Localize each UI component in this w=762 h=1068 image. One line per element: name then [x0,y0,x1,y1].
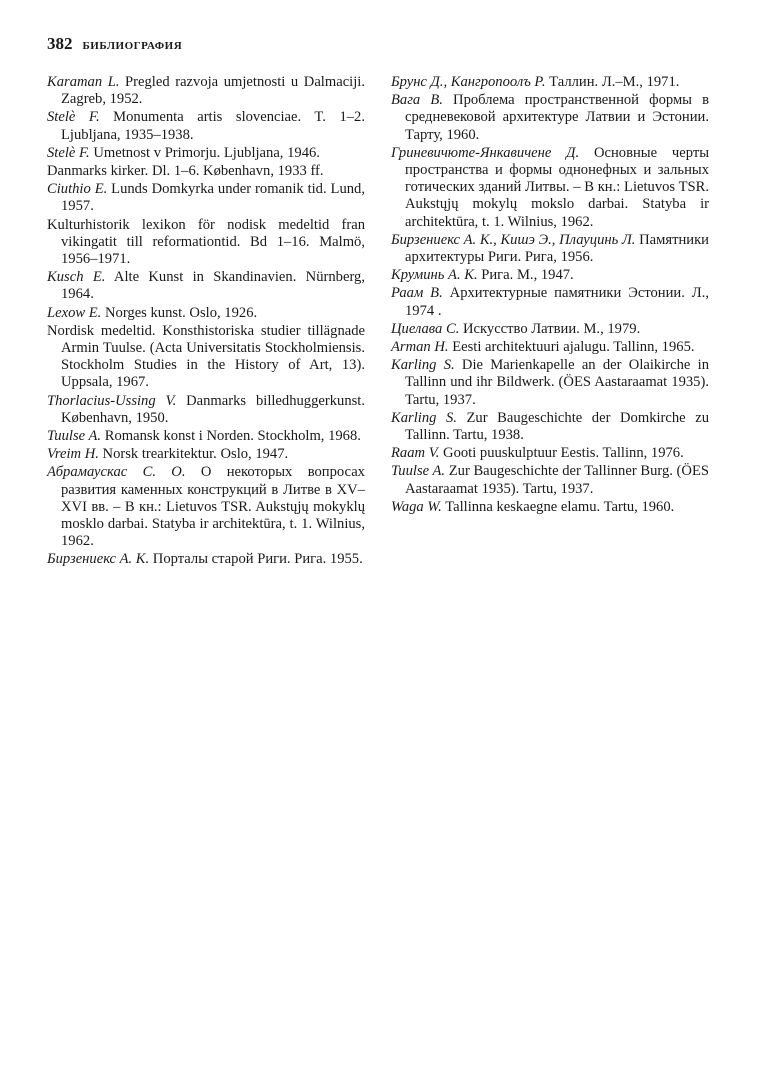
bibliography-entry [47,163,365,180]
entry-author: Waga W. [391,498,442,515]
entry-author: Lexow E. [47,304,102,321]
entry-author: Абрамаускас С. О. [47,464,186,481]
entry-text: Danmarks kirker. Dl. 1–6. København, 1933 ff. [47,163,324,180]
entry-text: Danmarks billedhuggerkunst. København, 1950. [61,392,365,426]
entry-author: Kusch E. [47,269,106,286]
bibliography-entry [391,339,709,356]
entry-author: Раам В. [391,285,443,302]
bibliography-entry [47,551,365,568]
bibliography-entry [391,74,709,91]
entry-text: Таллин. Л.–М., 1971. [545,74,680,90]
bibliography-entry [47,446,365,463]
bibliography-entry [391,285,709,319]
entry-author: Бирзениекс А. К., Кишэ Э., Плауцинь Л. [391,231,636,248]
entry-text: Искусство Латвии. М., 1979. [459,320,641,337]
entry-author: Ciuthio E. [47,181,108,198]
bibliography-entry [391,321,709,338]
entry-author: Tuulse A. [47,428,102,445]
entry-text: Alte Kunst in Skandinavien. Nürnberg, 1964. [61,269,365,303]
bibliography-entry [391,445,709,462]
entry-text: Tallinna keskaegne elamu. Tartu, 1960. [441,498,675,515]
page-number: 382 [47,34,73,53]
entry-text: Zur Baugeschichte der Domkirche zu Tallinn. Tartu, 1938. [405,409,709,444]
left-column [47,74,365,570]
entry-text: Die Marienkapelle an der Olaikirche in Tallinn und ihr Bildwerk. (ÖES Aastaraamat 1935). Tartu, 1937. [405,357,709,408]
running-title: БИБЛИОГРАФИЯ [82,40,183,52]
bibliography-entry [47,323,365,392]
entry-author: Arman H. [391,339,449,356]
bibliography-entry [391,410,709,444]
bibliography-entry [47,305,365,322]
entry-text: Pregled razvoja umjetnosti u Dalmaciji. Zagreb, 1952. [61,74,365,108]
bibliography-entry [391,232,709,266]
entry-author: Karling S. [391,357,455,374]
entry-text: Архитектурные памятники Эстонии. Л., 1974 . [405,285,709,319]
entry-text: Norsk trearkitektur. Oslo, 1947. [98,446,289,463]
bibliography-entry [391,145,709,231]
entry-author: Бирзениекс А. К. [47,551,150,568]
entry-author: Karaman L. [47,74,120,90]
bibliography-entry [391,267,709,284]
bibliography-entry [47,181,365,215]
entry-author: Vreim H. [47,446,99,463]
bibliography-entry [391,92,709,144]
bibliography-entry [47,74,365,108]
entry-text: Romansk konst i Norden. Stockholm, 1968. [101,428,361,445]
entry-author: Гриневичюте-Янкавичене Д. [391,144,580,161]
entry-text: Monumenta artis slovenciae. T. 1–2. Ljubljana, 1935–1938. [61,109,365,143]
entry-author: Вага В. [391,92,443,109]
bibliography-entry [47,393,365,427]
bibliography-entry [47,464,365,550]
entry-author: Круминь А. К. [391,267,478,284]
entry-text: Рига. М., 1947. [477,267,574,284]
entry-text: Основные черты пространства и формы однонефных и зальных готических зданий Литвы. – В кн.: Lietuvos TSR. Aukstųjų mokylų mokslo darbai. Statyba ir architektūra, t. 1. Wilnius, 1962. [405,144,709,230]
entry-text: Проблема пространственной формы в средневековой архитектуре Латвии и Эстонии. Тарту, 1960. [405,92,710,143]
page-header [47,34,182,54]
entry-author: Raam V. [391,445,440,462]
bibliography-entry [391,463,709,497]
entry-author: Stelè F. [47,109,100,126]
entry-text: Norges kunst. Oslo, 1926. [101,304,258,321]
entry-text: Kulturhistorik lexikon för nodisk medeltid fran vikingatit till reformationtid. Bd 1–16. Malmö, 1956–1971. [47,216,365,268]
entry-text: Памятники архитектуры Риги. Рига, 1956. [405,231,709,266]
bibliography-entry [47,109,365,143]
entry-text: Lunds Domkyrka under romanik tid. Lund, 1957. [61,181,365,215]
bibliography-entry [47,145,365,162]
bibliography-entry [47,269,365,303]
entry-author: Karling S. [391,409,457,426]
bibliography-entry [47,217,365,269]
entry-author: Thorlacius-Ussing V. [47,392,177,409]
entry-text: Eesti architektuuri ajalugu. Tallinn, 1965. [448,339,695,356]
entry-text: О некоторых вопросах развития каменных конструкций в Литве в XV–XVI вв. – В кн.: Lietuvos TSR. Aukstųjų mokyklų mosklo darbai. Statyba ir architektūra, t. 1. Wilnius, 1962. [61,464,365,550]
bibliography-entry [391,499,709,516]
bibliography-entry [47,428,365,445]
entry-author: Tuulse A. [391,463,446,480]
entry-text: Nordisk medeltid. Konsthistoriska studier tillägnade Armin Tuulse. (Acta Universitatis Stockholmiensis. Stockholm Studies in the History of Art, 13). Uppsala, 1967. [47,322,365,391]
entry-author: Циелава С. [391,320,460,337]
entry-text: Zur Baugeschichte der Tallinner Burg. (ÖES Aastaraamat 1935). Tartu, 1937. [405,463,709,497]
entry-author: Брунс Д., Кангропоолъ Р. [391,74,546,90]
entry-text: Umetnost v Primorju. Ljubljana, 1946. [89,144,320,161]
entry-text: Gooti puuskulptuur Eestis. Tallinn, 1976. [439,445,684,462]
bibliography-entry [391,357,709,409]
entry-text: Порталы старой Риги. Рига. 1955. [149,551,363,568]
right-column [391,74,709,517]
entry-author: Stelè F. [47,144,90,161]
